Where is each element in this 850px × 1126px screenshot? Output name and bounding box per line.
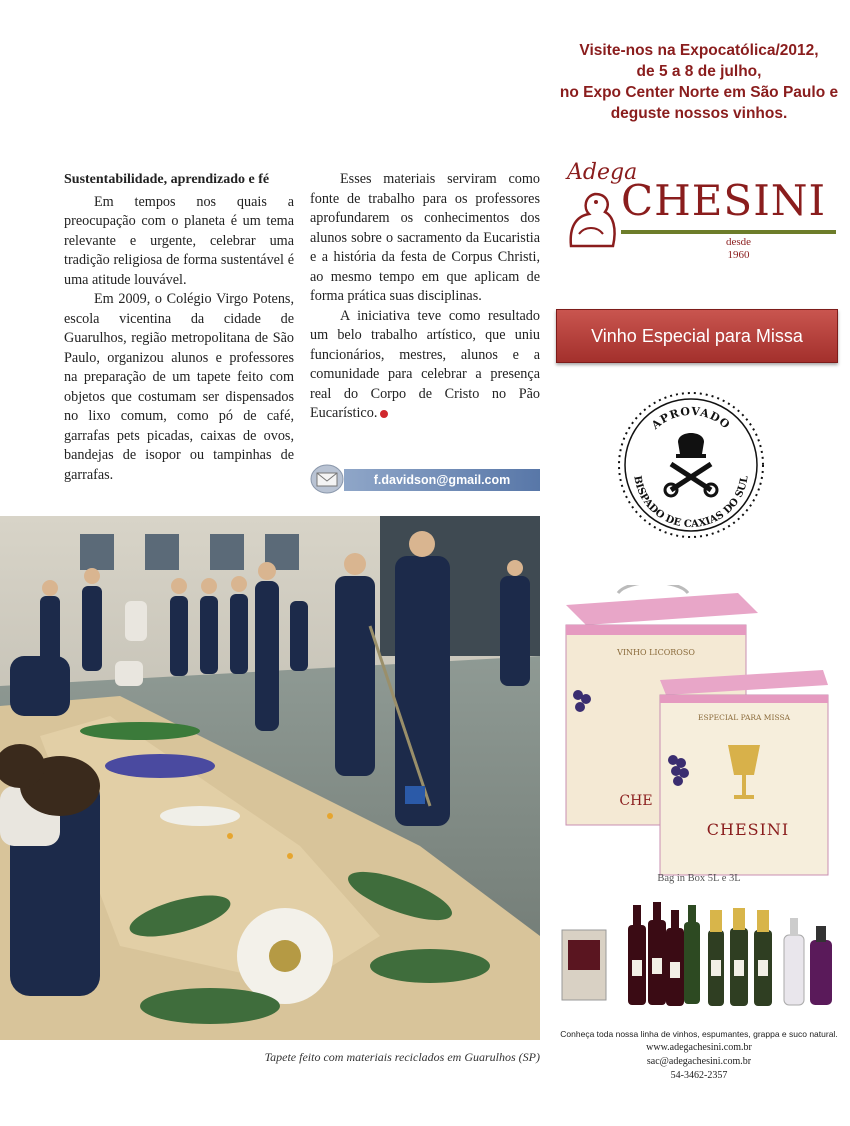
- article-heading: Sustentabilidade, aprendizado e fé: [64, 172, 270, 187]
- contact-phone: 54-3462-2357: [670, 1070, 728, 1081]
- brand-name: CHESINI: [621, 176, 827, 225]
- brand-underline: [621, 230, 836, 234]
- website-link[interactable]: www.adegachesini.com.br: [646, 1042, 752, 1053]
- ad-header-line: no Expo Center Norte em São Paulo e: [559, 84, 839, 101]
- lion-emblem-icon: [563, 186, 621, 252]
- since-label: desde: [726, 236, 752, 248]
- ad-header: [548, 40, 850, 124]
- brand-logo: [563, 160, 835, 270]
- product-bottles-image: [558, 900, 838, 1010]
- bag-in-box-product-image: [558, 585, 833, 885]
- author-email-bar: [310, 466, 540, 492]
- contact-email[interactable]: sac@adegachesini.com.br: [646, 1056, 752, 1067]
- special-wine-banner: Vinho Especial para Missa: [556, 309, 838, 363]
- diocese-approval-seal: [616, 390, 766, 540]
- brand-prefix: Adega: [567, 160, 638, 185]
- article-paragraph-text: A iniciativa teve como resultado um belo trabalho artístico, que uniu funcionários, mestres, alunos e a comunidade para celebrar a presença real do Corpo de Cristo no Pão Eucarístico.: [310, 307, 540, 421]
- article-paragraph: Esses materiais serviram como fonte de trabalho para os professores aprofundarem os conhecimentos dos alunos sobre o sacramento da Eucaristia e a história da festa de Corpus Christi, ao mesmo tempo em que aplicam de forma prática suas disciplinas.: [310, 171, 540, 304]
- since-year: 1960: [727, 249, 750, 261]
- author-email[interactable]: f.davidson@gmail.com: [344, 469, 540, 491]
- product-line-note: Conheça toda nossa linha de vinhos, espumantes, grappa e suco natural.: [560, 1029, 838, 1039]
- article-column-left: [64, 170, 294, 485]
- ad-header-line: de 5 a 8 de julho,: [636, 63, 762, 80]
- article-column-middle: [310, 170, 540, 424]
- seal-top-text: APROVADO: [649, 404, 733, 432]
- ad-header-line: Visite-nos na Expocatólica/2012,: [579, 42, 819, 59]
- svg-text:ESPECIAL PARA MISSA: ESPECIAL PARA MISSA: [697, 713, 791, 722]
- svg-text:CHE: CHE: [619, 793, 653, 809]
- photo-caption: Tapete feito com materiais reciclados em Guarulhos (SP): [264, 1050, 540, 1064]
- end-bullet-icon: [380, 410, 388, 418]
- ad-footer: [548, 1027, 850, 1083]
- bag-in-box-label: Bag in Box 5L e 3L: [657, 873, 741, 884]
- carpet-photo: [0, 516, 540, 1040]
- article-paragraph: Em 2009, o Colégio Virgo Potens, escola vicentina da cidade de Guarulhos, região metropolitana de São Paulo, organizou alunos e professores na preparação de um tapete feito com objetos que costumam ser dispensados no lixo comum, como pó de café, garrafas pets picadas, caixas de ovos, bandejas de isopor ou tampinhas de garrafas.: [64, 291, 294, 483]
- article-paragraph-final: [310, 307, 540, 424]
- brand-since: [726, 236, 751, 262]
- envelope-icon: [310, 464, 344, 494]
- ad-header-line: deguste nossos vinhos.: [610, 105, 788, 122]
- seal-bottom-text: BISPADO DE CAXIAS DO SUL: [631, 474, 751, 531]
- svg-text:VINHO LICOROSO: VINHO LICOROSO: [617, 648, 695, 657]
- box-brand: CHESINI: [706, 820, 790, 839]
- article-paragraph: Em tempos nos quais a preocupação com o planeta é um tema relevante e urgente, celebrar uma tradição religiosa de forma sustentável é uma atitude louvável.: [64, 193, 294, 288]
- chesini-advertisement: [548, 0, 850, 1126]
